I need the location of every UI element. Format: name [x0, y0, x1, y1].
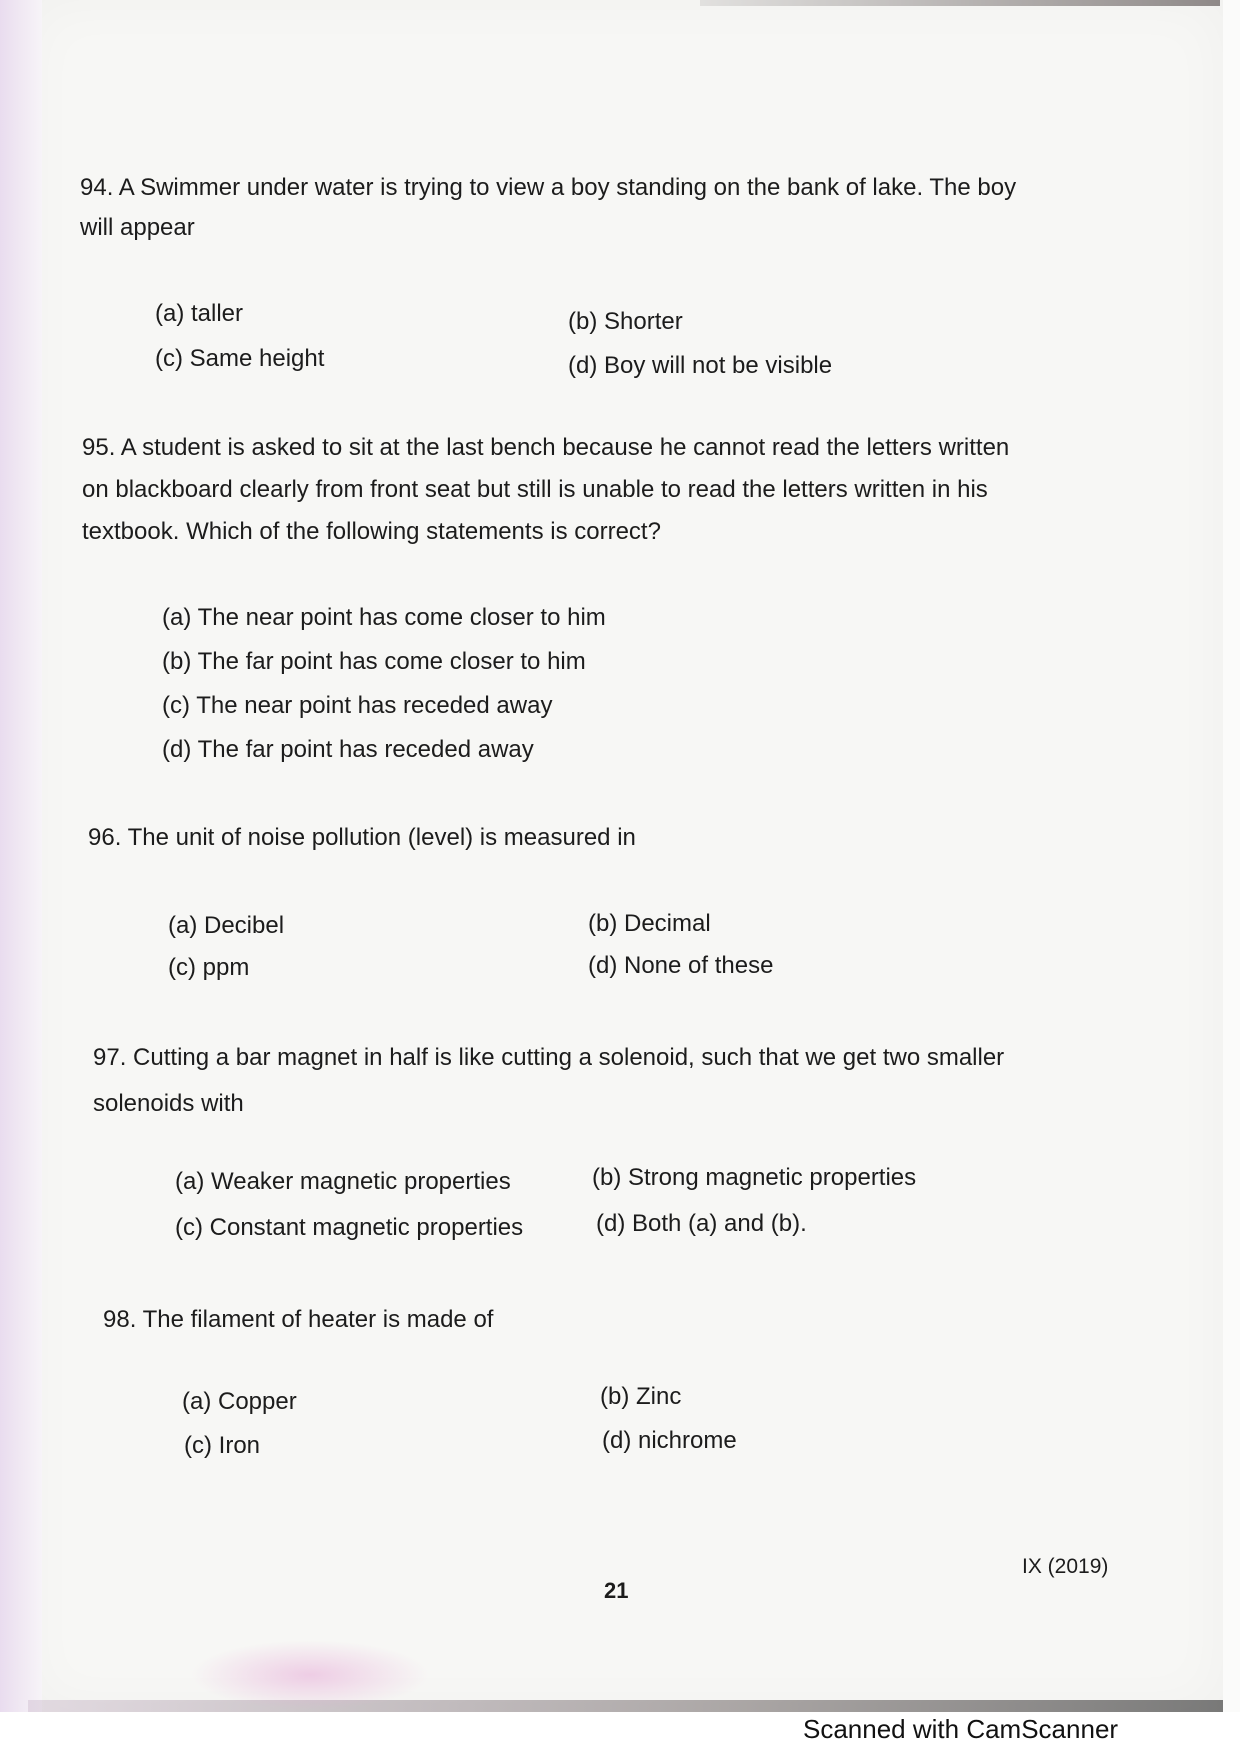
question-94 — [80, 168, 1060, 248]
option-d: (d) nichrome — [602, 1427, 737, 1454]
option-c: (c) Iron — [184, 1432, 261, 1459]
option-a: (a) taller — [155, 300, 244, 327]
option-a: (a) Copper — [182, 1388, 297, 1415]
question-number: 97. — [93, 1044, 127, 1071]
option-d: (d) Both (a) and (b). — [596, 1210, 807, 1237]
question-text — [80, 168, 1060, 248]
question-line: The filament of heater is made of — [142, 1306, 494, 1333]
option-c: (c) Same height — [155, 345, 325, 372]
question-line: A Swimmer under water is trying to view a boy standing on the bank of lake. The boy — [118, 174, 1017, 201]
question-line: Cutting a bar magnet in half is like cutting a solenoid, such that we get two smaller — [133, 1044, 1005, 1071]
question-97 — [93, 1035, 1093, 1127]
option-b: (b) Shorter — [568, 308, 683, 335]
question-number: 94. — [80, 174, 114, 201]
question-number: 95. — [82, 434, 116, 461]
option-c: (c) Constant magnetic properties — [175, 1214, 524, 1241]
option-d: (d) Boy will not be visible — [568, 352, 833, 379]
question-number: 96. — [88, 824, 122, 851]
question-text — [88, 818, 988, 858]
camscanner-watermark: Scanned with CamScanner — [803, 1714, 1119, 1744]
option-b: (b) Strong magnetic properties — [592, 1164, 917, 1191]
question-line: will appear — [80, 214, 195, 241]
question-text — [103, 1300, 903, 1340]
option-c: (c) The near point has receded away — [162, 692, 553, 719]
question-98 — [103, 1300, 903, 1340]
option-b: (b) Zinc — [600, 1383, 682, 1410]
question-line: on blackboard clearly from front seat but still is unable to read the letters written in his — [82, 476, 988, 503]
option-b: (b) The far point has come closer to him — [162, 648, 586, 675]
page-left-edge — [0, 0, 42, 1712]
option-c: (c) ppm — [168, 954, 250, 981]
question-line: A student is asked to sit at the last bench because he cannot read the letters written — [120, 434, 1010, 461]
question-line: textbook. Which of the following statements is correct? — [82, 518, 661, 545]
top-scan-strip — [700, 0, 1220, 6]
option-b: (b) Decimal — [588, 910, 711, 937]
question-95 — [82, 427, 1082, 553]
question-line: The unit of noise pollution (level) is measured in — [127, 824, 636, 851]
option-a: (a) The near point has come closer to him — [162, 604, 606, 631]
ink-smudge — [190, 1640, 430, 1710]
question-text — [93, 1035, 1093, 1127]
option-d: (d) The far point has receded away — [162, 736, 534, 763]
question-line: solenoids with — [93, 1090, 244, 1117]
question-text — [82, 427, 1082, 553]
question-96 — [88, 818, 988, 858]
option-d: (d) None of these — [588, 952, 774, 979]
page-number: 21 — [604, 1578, 629, 1603]
question-number: 98. — [103, 1306, 137, 1333]
option-a: (a) Weaker magnetic properties — [175, 1168, 511, 1195]
class-year-code: IX (2019) — [1022, 1555, 1109, 1578]
option-a: (a) Decibel — [168, 912, 285, 939]
